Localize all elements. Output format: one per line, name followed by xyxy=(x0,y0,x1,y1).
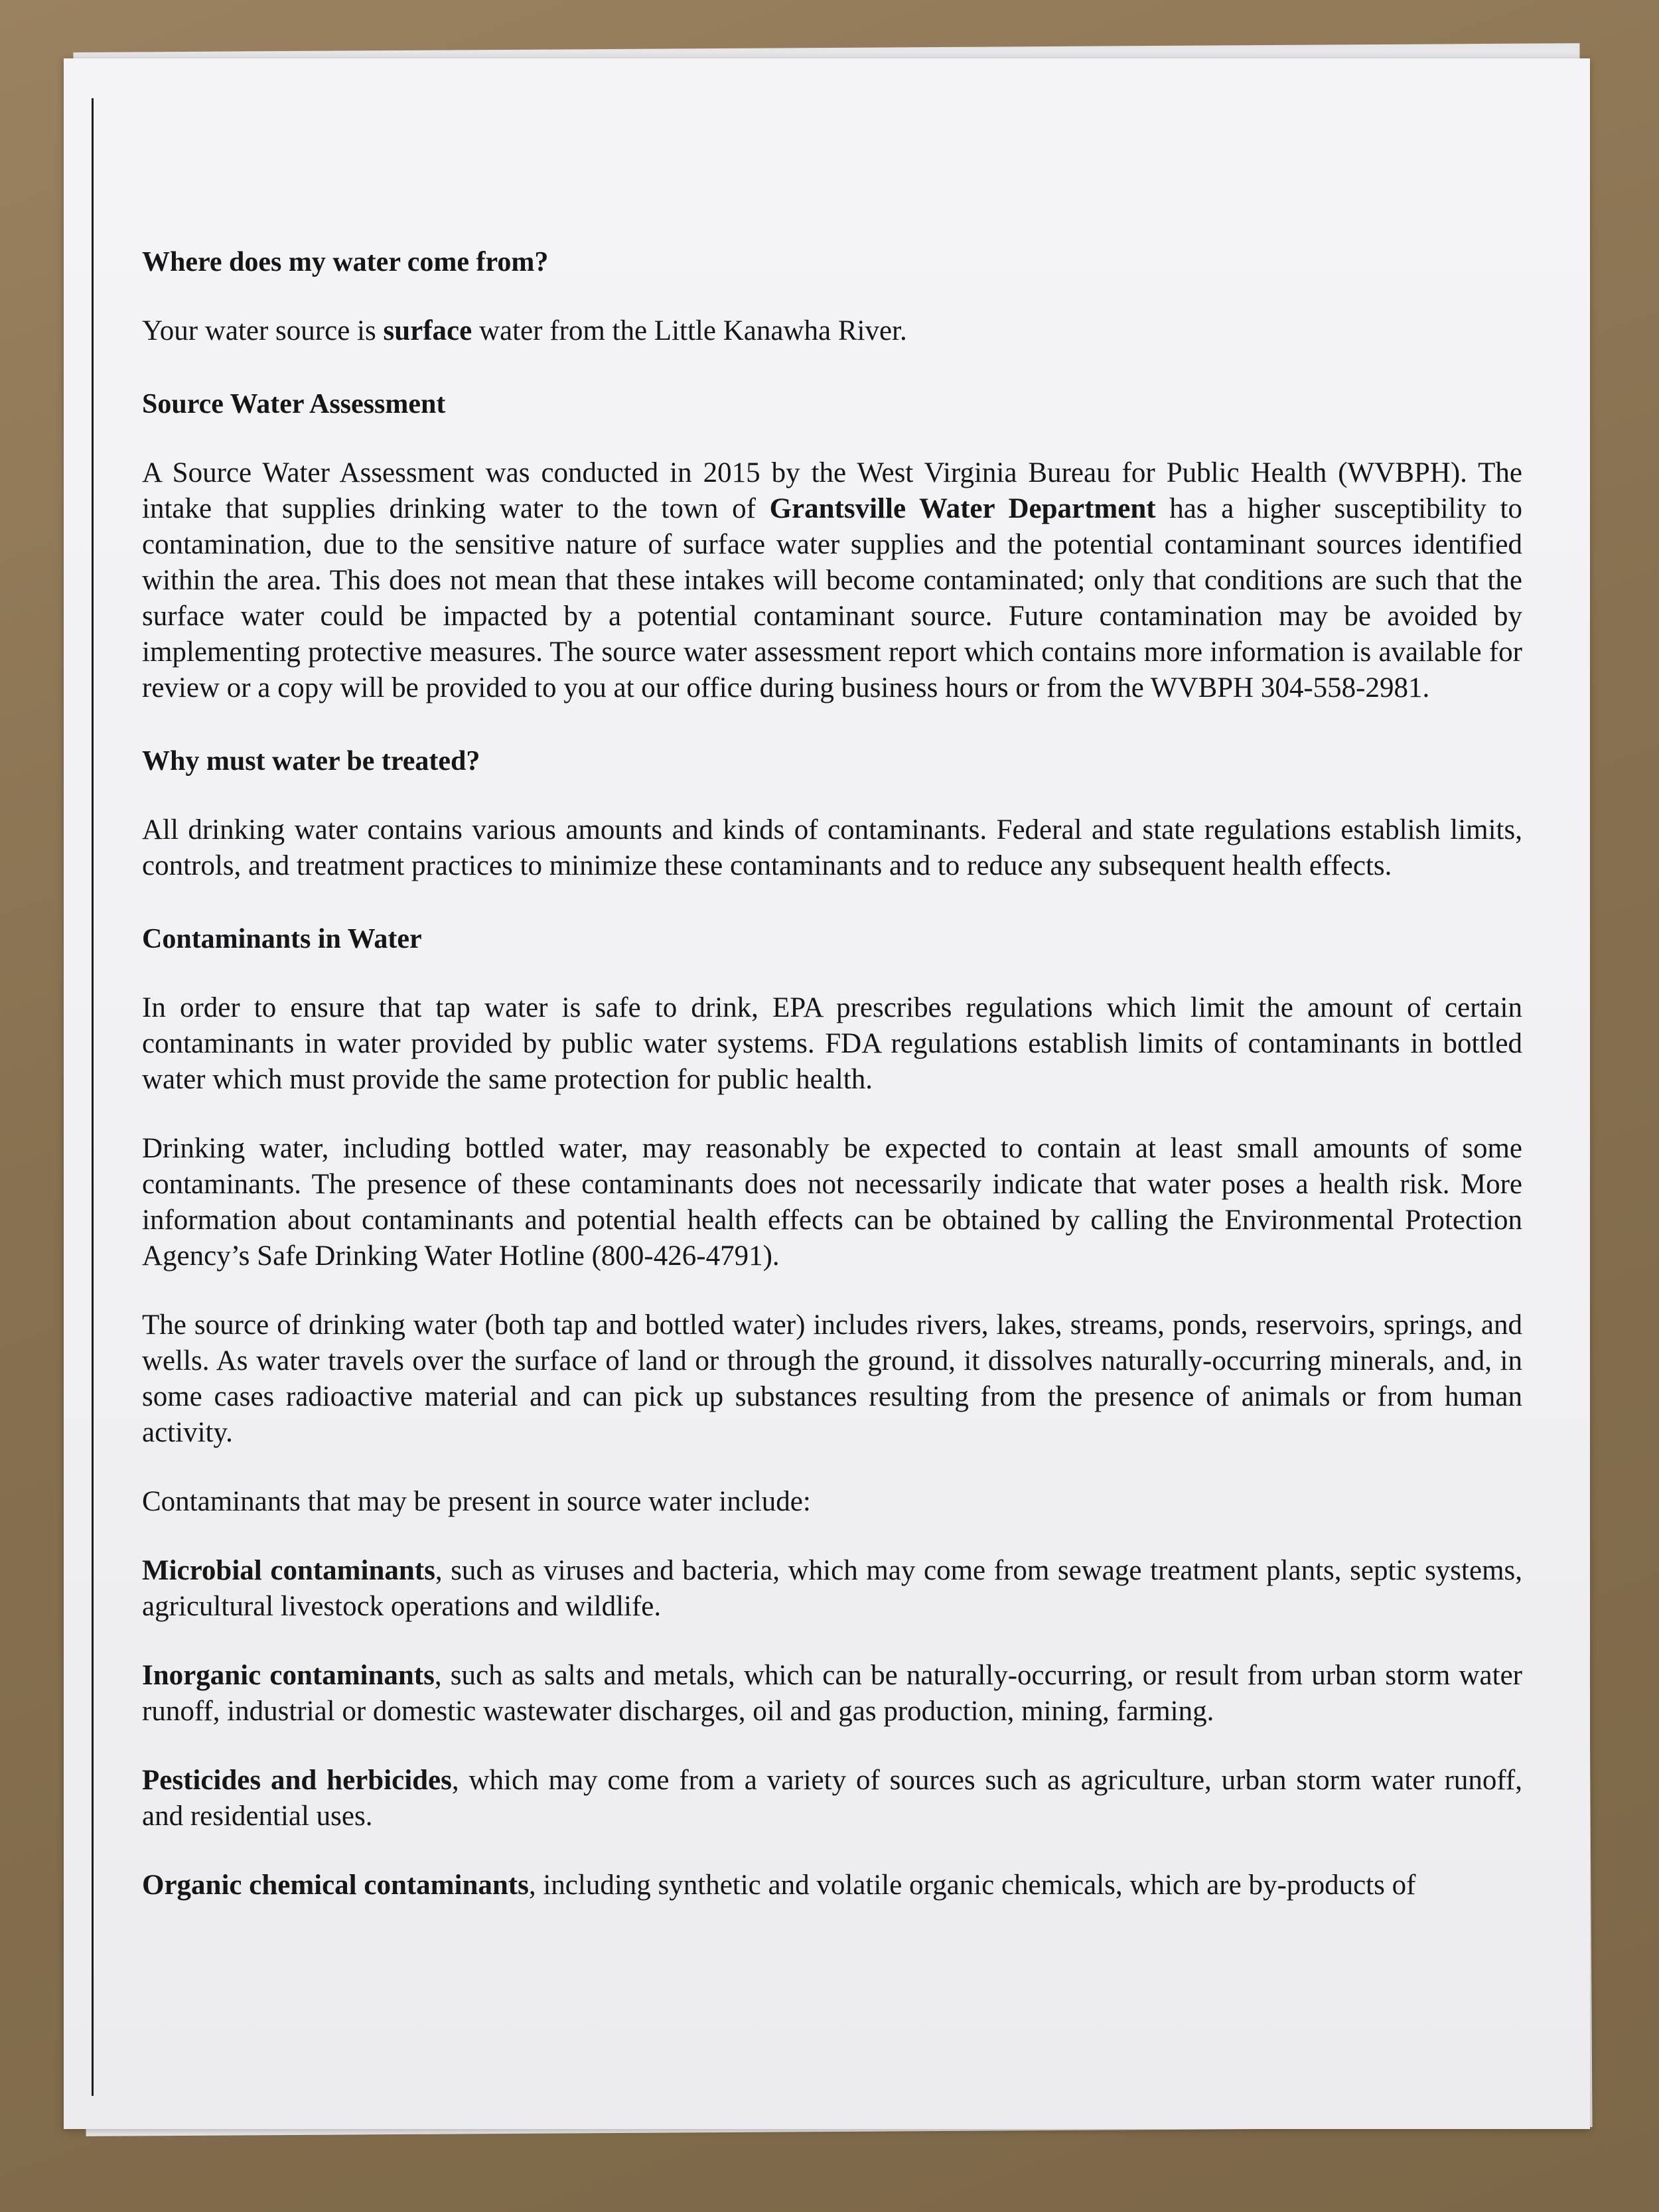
term-pesticides: Pesticides and herbicides xyxy=(142,1765,452,1796)
paragraph-microbial: Microbial contaminants, such as viruses and bacteria, which may come from sewage treatment plants, septic systems, agricultural livestock operations and wildlife. xyxy=(142,1555,1522,1622)
heading-contaminants-in-water: Contaminants in Water xyxy=(142,924,422,954)
heading-water-source: Where does my water come from? xyxy=(142,247,549,277)
heading-source-water-assessment: Source Water Assessment xyxy=(142,389,446,419)
paragraph-contaminants-intro: Contaminants that may be present in source water include: xyxy=(142,1486,811,1517)
term-inorganic: Inorganic contaminants xyxy=(142,1660,435,1691)
paragraph-drinking-water-sources: The source of drinking water (both tap and bottled water) includes rivers, lakes, streams, ponds, reservoirs, springs, and wells. As water travels over the surface of land or through the ground, it dissolves naturally-occurring minerals, and, in some cases radioactive material and can pick up substances resulting from the presence of animals or from human activity. xyxy=(142,1309,1522,1448)
paragraph-pesticides: Pesticides and herbicides, which may come from a variety of sources such as agriculture, urban storm water runoff, and residential uses. xyxy=(142,1765,1522,1832)
document-page xyxy=(64,58,1590,2129)
heading-why-treated: Why must water be treated? xyxy=(142,746,480,776)
document-body xyxy=(142,244,1522,1937)
paragraph-source-water-assessment: A Source Water Assessment was conducted in 2015 by the West Virginia Bureau for Public Health (WVBPH). The intake that supplies drinking water to the town of Grantsville Water Department has a higher susceptibility to contamination, due to the sensitive nature of surface water supplies and the potential contaminant sources identified within the area. This does not mean that these intakes will become contaminated; only that conditions are such that the surface water could be impacted by a potential contaminant source. Future contamination may be avoided by implementing protective measures. The source water assessment report which contains more information is available for review or a copy will be provided to you at our office during business hours or from the WVBPH 304-558-2981. xyxy=(142,457,1522,703)
left-margin-rule xyxy=(92,98,94,2096)
term-microbial: Microbial contaminants xyxy=(142,1555,435,1586)
bold-surface: surface xyxy=(383,315,472,346)
paragraph-why-treated: All drinking water contains various amounts and kinds of contaminants. Federal and state regulations establish limits, controls, and treatment practices to minimize these contaminants and to reduce any subsequent health effects. xyxy=(142,814,1522,881)
bold-grantsville: Grantsville Water Department xyxy=(769,493,1156,524)
paragraph-organic: Organic chemical contaminants, including synthetic and volatile organic chemicals, which are by-products of xyxy=(142,1870,1416,1901)
term-organic: Organic chemical contaminants xyxy=(142,1870,529,1901)
paragraph-water-source: Your water source is surface water from the Little Kanawha River. xyxy=(142,315,907,346)
paragraph-inorganic: Inorganic contaminants, such as salts and metals, which can be naturally-occurring, or result from urban storm water runoff, industrial or domestic wastewater discharges, oil and gas production, mining, farming. xyxy=(142,1660,1522,1727)
paragraph-bottled-water: Drinking water, including bottled water, may reasonably be expected to contain at least small amounts of some contaminants. The presence of these contaminants does not necessarily indicate that water poses a health risk. More information about contaminants and potential health effects can be obtained by calling the Environmental Protection Agency’s Safe Drinking Water Hotline (800-426-4791). xyxy=(142,1133,1522,1272)
paragraph-epa-regulations: In order to ensure that tap water is safe to drink, EPA prescribes regulations which limit the amount of certain contaminants in water provided by public water systems. FDA regulations establish limits of contaminants in bottled water which must provide the same protection for public health. xyxy=(142,992,1522,1095)
